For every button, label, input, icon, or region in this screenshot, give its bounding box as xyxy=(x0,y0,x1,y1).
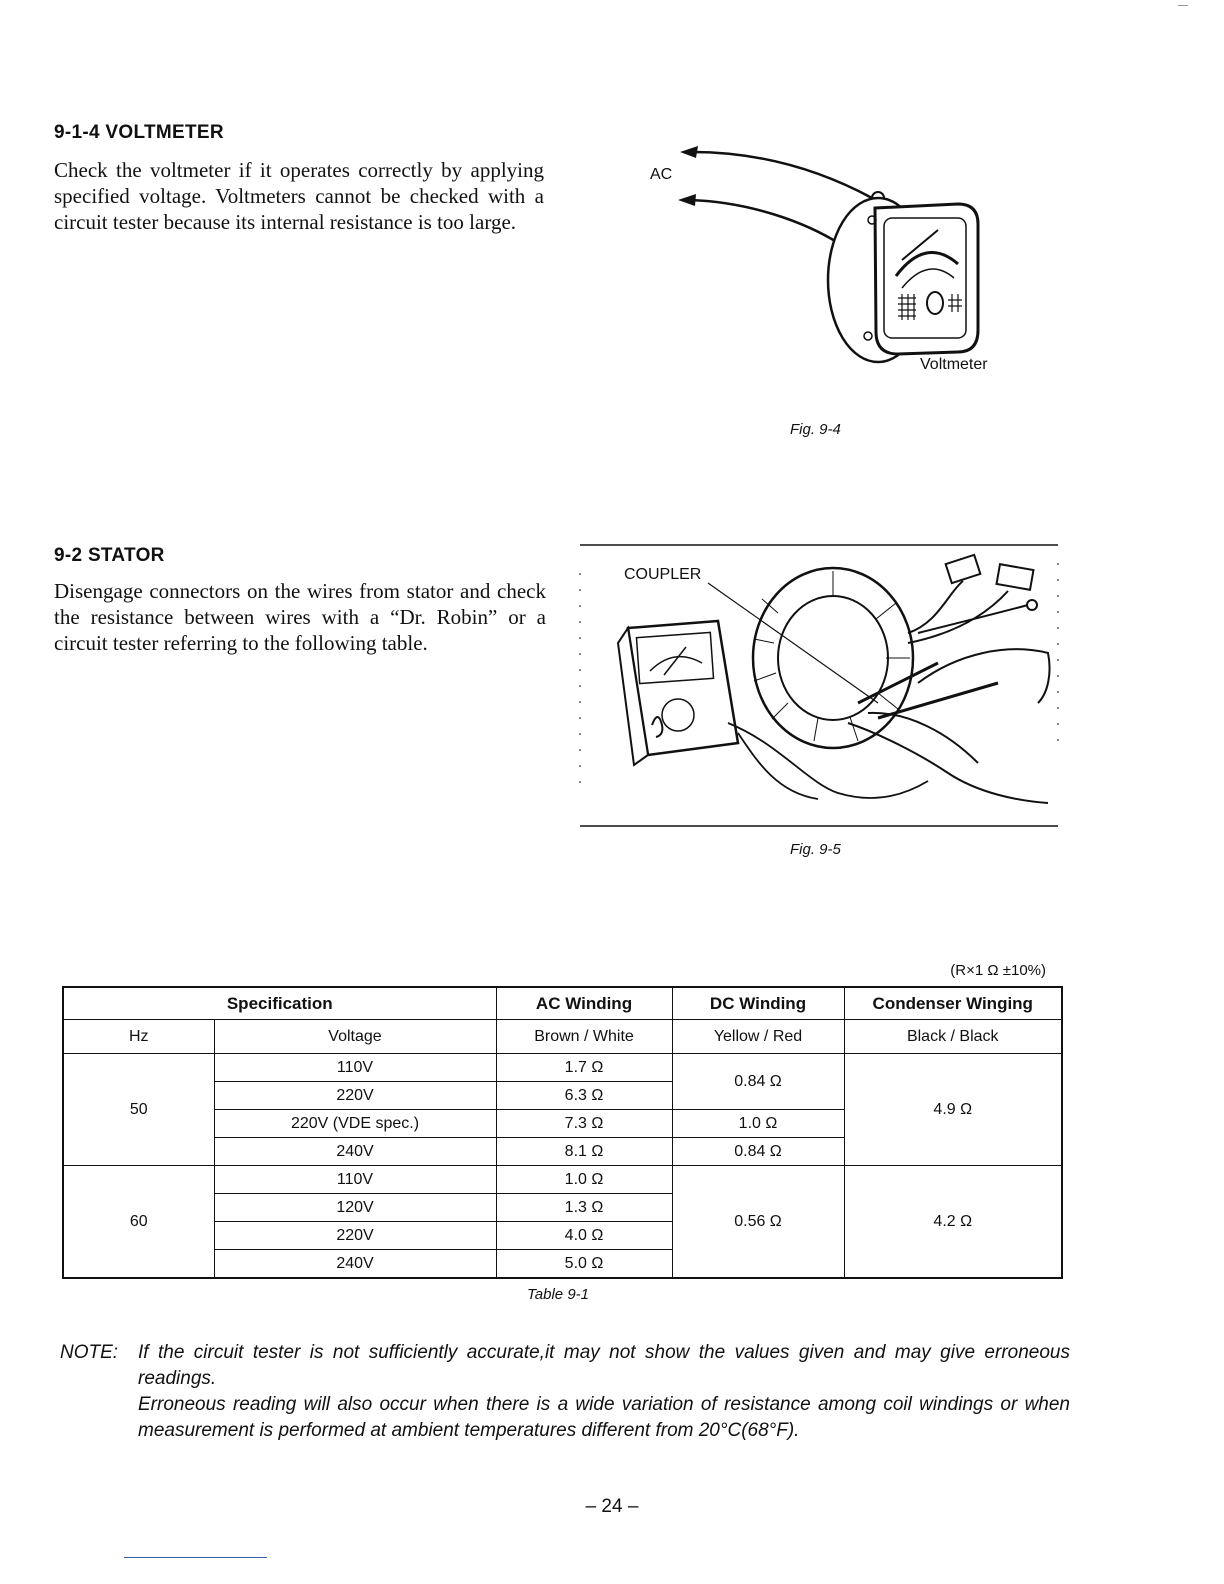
subheader-dc: Yellow / Red xyxy=(672,1020,844,1054)
resistance-table xyxy=(62,986,1061,1279)
ac-cell: 1.7 Ω xyxy=(496,1054,672,1082)
fig-9-5-caption: Fig. 9-5 xyxy=(790,841,841,858)
voltage-cell: 120V xyxy=(214,1194,496,1222)
stator-figure xyxy=(578,543,1062,828)
dc-60-cell: 0.56 Ω xyxy=(672,1166,844,1279)
ac-cell: 1.0 Ω xyxy=(496,1166,672,1194)
stator-illustration xyxy=(578,543,1062,828)
subheader-hz: Hz xyxy=(63,1020,214,1054)
ac-cell: 4.0 Ω xyxy=(496,1222,672,1250)
voltmeter-illustration xyxy=(640,140,1040,390)
voltmeter-paragraph: Check the voltmeter if it operates correctly by applying specified voltage. Voltmeters cannot be checked with a circuit tester because its internal resistance is too large. xyxy=(54,158,544,234)
table-9-1-caption: Table 9-1 xyxy=(527,1286,589,1303)
ac-cell: 5.0 Ω xyxy=(496,1250,672,1279)
ac-label: AC xyxy=(650,166,673,183)
voltage-cell: 220V (VDE spec.) xyxy=(214,1110,496,1138)
condenser-50-cell: 4.9 Ω xyxy=(844,1054,1062,1166)
note-label: NOTE: xyxy=(60,1342,119,1363)
voltage-cell: 220V xyxy=(214,1082,496,1110)
section-heading-stator: 9-2 STATOR xyxy=(54,545,165,566)
voltage-cell: 110V xyxy=(214,1054,496,1082)
corner-mark xyxy=(1178,5,1188,6)
voltage-cell: 240V xyxy=(214,1138,496,1166)
hz-50-cell: 50 xyxy=(63,1054,214,1166)
dc-cell: 0.84 Ω xyxy=(672,1054,844,1110)
note-block xyxy=(60,1340,1070,1444)
dc-cell: 0.84 Ω xyxy=(672,1138,844,1166)
subheader-condenser: Black / Black xyxy=(844,1020,1062,1054)
section-heading-voltmeter: 9-1-4 VOLTMETER xyxy=(54,122,224,143)
ac-cell: 1.3 Ω xyxy=(496,1194,672,1222)
note-line-2: Erroneous reading will also occur when there is a wide variation of resistance among coil windings or when measurement is performed at ambient temperatures different from 20°C(68°F). xyxy=(138,1394,1070,1441)
ac-cell: 8.1 Ω xyxy=(496,1138,672,1166)
coupler-label: COUPLER xyxy=(624,566,702,583)
footer-rule xyxy=(124,1557,267,1558)
voltage-cell: 110V xyxy=(214,1166,496,1194)
voltage-cell: 220V xyxy=(214,1222,496,1250)
stator-paragraph: Disengage connectors on the wires from stator and check the resistance between wires with a “Dr. Robin” or a circuit tester referring to the following table. xyxy=(54,579,546,655)
ac-cell: 6.3 Ω xyxy=(496,1082,672,1110)
condenser-60-cell: 4.2 Ω xyxy=(844,1166,1062,1279)
subheader-ac: Brown / White xyxy=(496,1020,672,1054)
header-condenser-winding: Condenser Winging xyxy=(844,987,1062,1020)
header-specification: Specification xyxy=(63,987,496,1020)
note-line-1: If the circuit tester is not sufficiently accurate,it may not show the values given and may give erroneous readings. xyxy=(138,1342,1070,1389)
voltmeter-figure xyxy=(640,140,1040,390)
subheader-voltage: Voltage xyxy=(214,1020,496,1054)
voltage-cell: 240V xyxy=(214,1250,496,1279)
page-number: – 24 – xyxy=(585,1496,639,1517)
header-dc-winding: DC Winding xyxy=(672,987,844,1020)
tolerance-note: (R×1 Ω ±10%) xyxy=(950,962,1046,979)
voltmeter-label: Voltmeter xyxy=(920,356,988,373)
ac-cell: 7.3 Ω xyxy=(496,1110,672,1138)
dc-cell: 1.0 Ω xyxy=(672,1110,844,1138)
fig-9-4-caption: Fig. 9-4 xyxy=(790,421,841,438)
hz-60-cell: 60 xyxy=(63,1166,214,1279)
header-ac-winding: AC Winding xyxy=(496,987,672,1020)
